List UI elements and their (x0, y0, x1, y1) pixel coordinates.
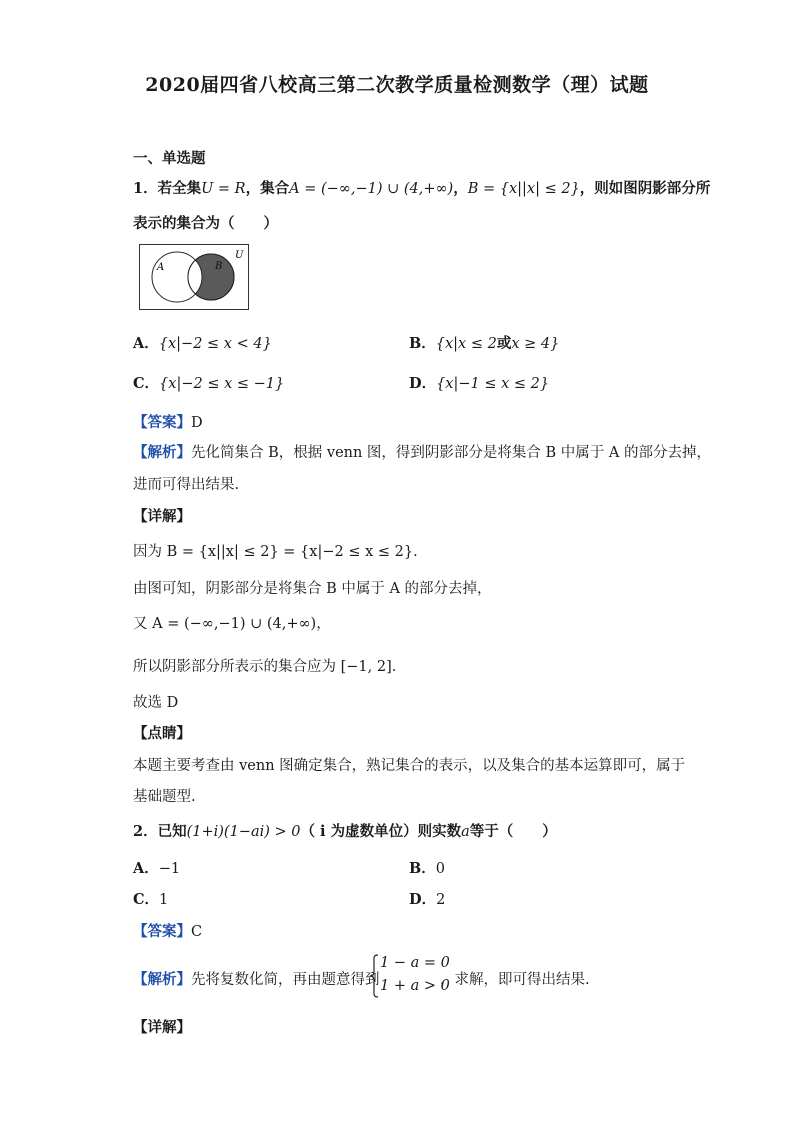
option-text: {x|−2 ≤ x ≤ −1} (159, 376, 285, 392)
answer-value: C (191, 924, 203, 940)
q1-note-line1: 本题主要考查由 venn 图确定集合，熟记集合的表示，以及集合的基本运算即可，属于 (133, 758, 686, 774)
q1-stem-line2: 表示的集合为（ ） (133, 215, 278, 232)
q1-detail-line1: 因为 B = {x||x| ≤ 2} = {x|−2 ≤ x ≤ 2}. (133, 544, 418, 560)
section-heading: 一、单选题 (133, 150, 206, 167)
q1-detail-line2: 由图可知，阴影部分是将集合 B 中属于 A 的部分去掉， (133, 581, 492, 597)
q1-note-line2: 基础题型. (133, 789, 196, 805)
system-line1: 1 − a = 0 (380, 955, 450, 971)
q2-variable: a (461, 824, 470, 840)
option-text-post: x ≥ 4} (511, 336, 560, 352)
option-text: 1 (159, 892, 169, 908)
analysis-text: 先化简集合 B，根据 venn 图，得到阴影部分是将集合 B 中属于 A 的部分去掉， (191, 445, 711, 461)
option-label: D． (409, 375, 437, 392)
q2-analysis-pre (133, 968, 380, 989)
q2-option-A[interactable] (133, 857, 180, 878)
q1-set-A: A = (−∞,−1) ∪ (4,+∞) (289, 181, 454, 197)
q1-analysis-line2: 进而可得出结果. (133, 477, 240, 493)
q2-stem-mid: （ i 为虚数单位）则实数 (300, 823, 462, 840)
venn-label-A: A (157, 262, 165, 273)
q1-detail-tag: 【详解】 (133, 508, 191, 525)
q2-answer (133, 920, 202, 941)
analysis-tag: 【解析】 (133, 444, 191, 461)
option-text: 0 (435, 861, 445, 877)
q1-option-B[interactable] (409, 332, 559, 353)
q2-option-D[interactable] (409, 888, 445, 909)
q2-option-B[interactable] (409, 857, 445, 878)
page-title: 2020届四省八校高三第二次教学质量检测数学（理）试题 (145, 74, 649, 96)
q1-option-A[interactable] (133, 332, 272, 353)
option-text-or: 或 (496, 335, 512, 352)
q1-stem-part2: ，集合 (245, 180, 290, 197)
q1-option-C[interactable] (133, 372, 284, 393)
q1-detail-line3: 又 A = (−∞,−1) ∪ (4,+∞)， (133, 616, 331, 632)
answer-value: D (191, 415, 203, 431)
option-label: A． (133, 335, 159, 352)
option-text: −1 (158, 861, 181, 877)
q1-option-D[interactable] (409, 372, 549, 393)
venn-label-B: B (215, 261, 223, 272)
system-line2: 1 + a > 0 (380, 978, 450, 994)
q2-analysis-post: ，求解，即可得出结果. (440, 972, 590, 988)
q1-set-B: B = {x||x| ≤ 2} (467, 181, 580, 197)
q1-stem-part3: ，则如图阴影部分所 (579, 180, 711, 197)
option-label: C． (133, 891, 160, 908)
q1-universal-set: U = R (201, 181, 246, 197)
venn-diagram (139, 244, 249, 310)
option-label: B． (409, 860, 436, 877)
analysis-text: 先将复数化简，再由题意得到 (191, 972, 380, 988)
q1-stem-line1 (133, 177, 710, 198)
q2-expression: (1+i)(1−ai) > 0 (186, 824, 301, 840)
q2-stem-pre: 已知 (157, 823, 187, 840)
analysis-tag: 【解析】 (133, 971, 191, 988)
q1-analysis-line1 (133, 441, 711, 462)
option-label: D． (409, 891, 437, 908)
q1-stem-part1: 若全集 (157, 180, 202, 197)
q2-detail-tag: 【详解】 (133, 1019, 191, 1036)
option-label: C． (133, 375, 160, 392)
q1-sep: ， (453, 180, 468, 197)
system-brace (369, 954, 379, 998)
q2-stem (133, 820, 557, 841)
option-text-pre: {x|x ≤ 2 (435, 336, 497, 352)
q2-number: 2． (133, 823, 158, 840)
option-text: {x|−2 ≤ x < 4} (158, 336, 272, 352)
venn-label-U: U (235, 250, 244, 261)
q1-number: 1． (133, 180, 158, 197)
q2-option-C[interactable] (133, 888, 168, 909)
option-text: {x|−1 ≤ x ≤ 2} (436, 376, 550, 392)
q1-answer (133, 411, 203, 432)
option-text: 2 (436, 892, 446, 908)
q2-stem-post: 等于（ ） (469, 823, 557, 840)
q1-detail-line4: 所以阴影部分所表示的集合应为 [−1, 2]. (133, 659, 397, 675)
q1-note-tag: 【点睛】 (133, 725, 191, 742)
answer-tag: 【答案】 (133, 414, 191, 431)
option-label: A． (133, 860, 159, 877)
option-label: B． (409, 335, 436, 352)
q1-detail-line5: 故选 D (133, 695, 179, 711)
answer-tag: 【答案】 (133, 923, 191, 940)
